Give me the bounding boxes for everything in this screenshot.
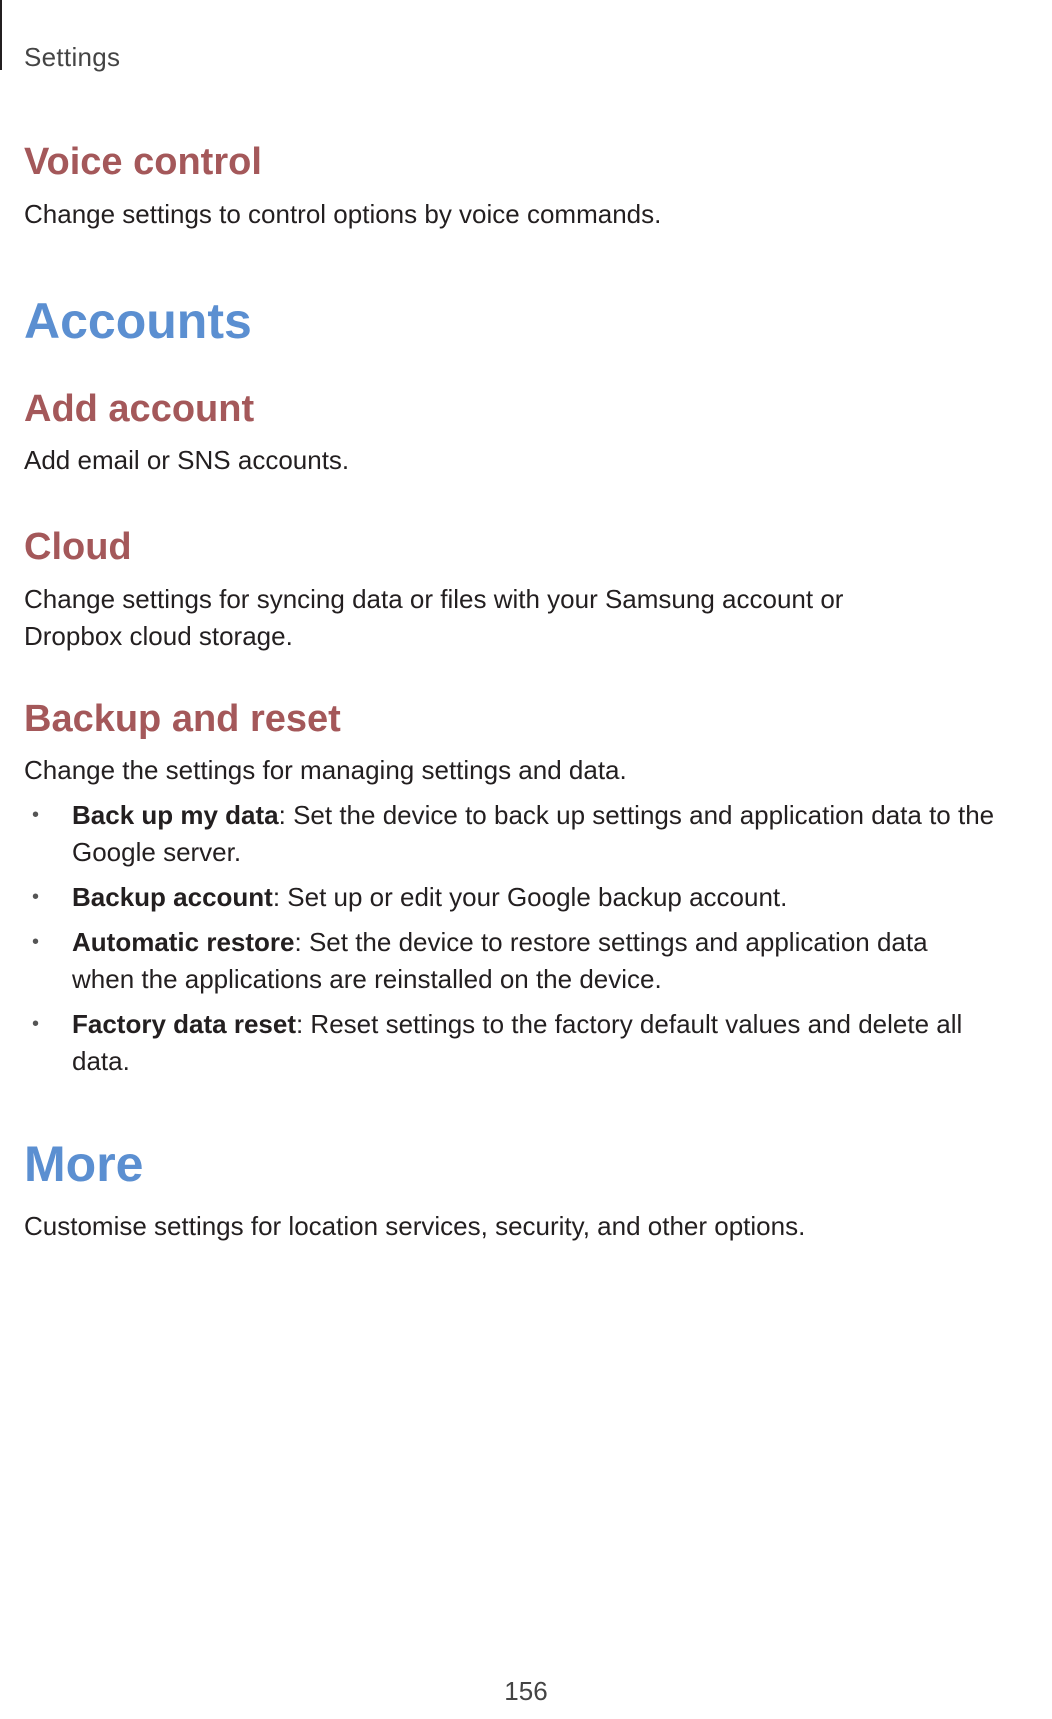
list-item — [24, 797, 1014, 871]
page-edge-line — [0, 0, 2, 70]
cloud-heading: Cloud — [24, 526, 132, 569]
list-item-text: : Set the device to back up settings and application data to the Google server. — [72, 800, 995, 868]
list-item-term: Automatic restore — [72, 927, 295, 958]
voice-control-heading: Voice control — [24, 141, 262, 183]
accounts-heading: Accounts — [24, 292, 252, 349]
bullet-icon: • — [32, 804, 40, 827]
add-account-description: Add email or SNS accounts. — [24, 445, 350, 476]
page-number: 156 — [504, 1676, 548, 1706]
bullet-icon: • — [32, 886, 40, 909]
add-account-heading: Add account — [24, 387, 255, 430]
backup-and-reset-description: Change the settings for managing settings and data. — [24, 755, 627, 786]
cloud-description: Change settings for syncing data or files with your Samsung account or Dropbox cloud storage. — [24, 583, 844, 651]
backup-and-reset-heading: Backup and reset — [24, 697, 341, 740]
list-item — [24, 924, 972, 998]
page-content — [24, 140, 1044, 1245]
list-item — [24, 1006, 1014, 1080]
more-heading: More — [24, 1136, 144, 1193]
list-item-term: Factory data reset — [72, 1009, 296, 1040]
list-item-term: Back up my data — [72, 800, 279, 831]
backup-options-list — [24, 797, 1014, 1080]
bullet-icon: • — [32, 931, 40, 954]
running-header: Settings — [24, 42, 121, 72]
list-item-text: : Set the device to restore settings and application data when the applications are reinstalled on the device. — [72, 927, 928, 995]
list-item-text: : Reset settings to the factory default values and delete all data. — [72, 1009, 963, 1077]
list-item-term: Backup account — [72, 882, 273, 913]
list-item-text: : Set up or edit your Google backup account. — [272, 882, 788, 913]
bullet-icon: • — [32, 1013, 40, 1036]
list-item — [24, 879, 1014, 916]
voice-control-description: Change settings to control options by voice commands. — [24, 198, 662, 229]
more-description: Customise settings for location services, security, and other options. — [24, 1211, 806, 1242]
